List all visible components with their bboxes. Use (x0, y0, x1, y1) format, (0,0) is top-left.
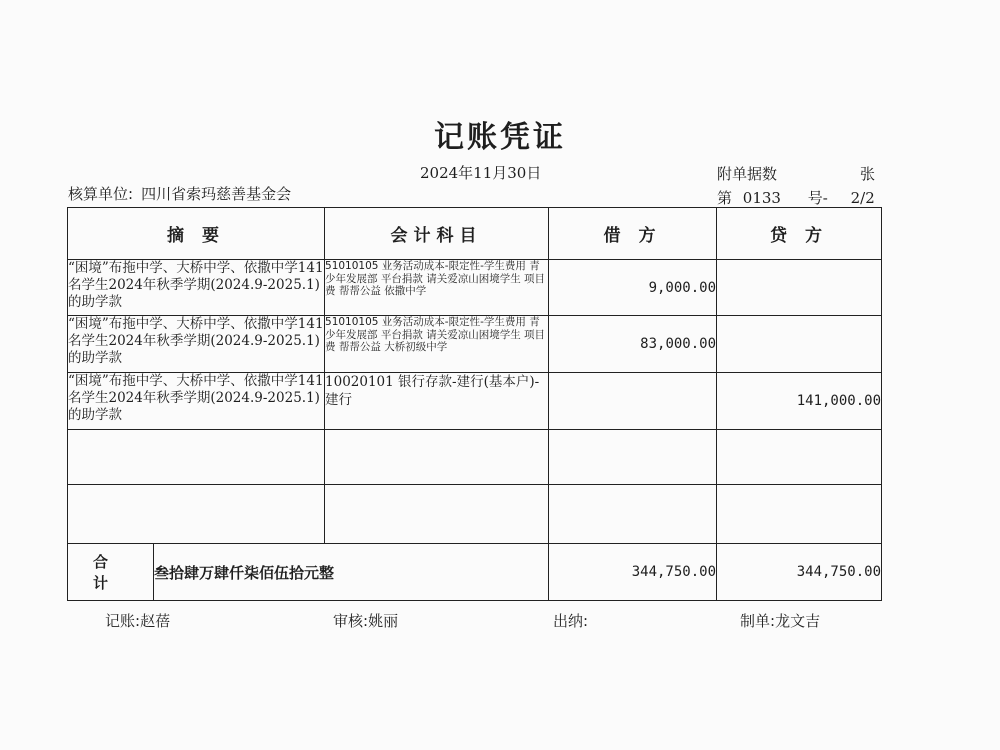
cashier-label: 出纳: (553, 612, 589, 630)
table-row (68, 316, 882, 373)
voucher-date: 2024年11月30日 (420, 164, 542, 182)
subject-header: 会计科目 (325, 208, 549, 260)
credit-header: 贷 方 (717, 208, 882, 260)
page-indicator: 2/2 (850, 189, 875, 207)
table-header-row (68, 208, 882, 260)
row-credit (717, 260, 882, 316)
row-subject: 51010105 业务活动成本-限定性-学生费用 青少年发展部 平台捐款 请关爱凉山困境学生 项目费 帮帮公益 依撒中学 (325, 260, 549, 316)
table-row (68, 260, 882, 316)
empty-cell (549, 430, 717, 485)
unit-label: 核算单位: (68, 185, 134, 203)
accounting-unit (68, 183, 299, 204)
empty-cell (549, 485, 717, 544)
row-summary: “困境”布拖中学、大桥中学、依撒中学141名学生2024年秋季学期(2024.9-2025.1)的助学款 (68, 373, 325, 430)
table-row (68, 430, 882, 485)
attachments-unit: 张 (860, 165, 876, 183)
voucher-number (717, 187, 881, 208)
empty-cell (68, 485, 325, 544)
row-debit: 83,000.00 (549, 316, 717, 373)
empty-cell (68, 430, 325, 485)
bookkeeper-name: 赵蓓 (140, 612, 171, 630)
preparer-signature (740, 610, 820, 631)
attachments-label: 附单据数 (717, 165, 778, 183)
total-in-words: 叁拾肆万肆仟柒佰伍拾元整 (154, 544, 549, 601)
debit-header: 借 方 (549, 208, 717, 260)
unit-name: 四川省索玛慈善基金会 (141, 185, 292, 203)
preparer-label: 制单: (740, 612, 776, 630)
reviewer-signature (333, 610, 398, 631)
reviewer-label: 审核: (333, 612, 369, 630)
total-label: 合 计 (68, 544, 154, 601)
total-row (68, 544, 882, 601)
empty-cell (717, 430, 882, 485)
summary-header: 摘 要 (68, 208, 325, 260)
row-summary: “困境”布拖中学、大桥中学、依撒中学141名学生2024年秋季学期(2024.9-2025.1)的助学款 (68, 260, 325, 316)
row-debit: 9,000.00 (549, 260, 717, 316)
number-prefix: 第 (717, 189, 733, 207)
table-row (68, 373, 882, 430)
voucher-title: 记账凭证 (434, 120, 566, 155)
empty-cell (325, 485, 549, 544)
bookkeeper-label: 记账: (105, 612, 141, 630)
row-subject: 10020101 银行存款-建行(基本户)-建行 (325, 373, 549, 430)
reviewer-name: 姚丽 (368, 612, 399, 630)
number-value: 0133 (742, 189, 781, 207)
row-debit (549, 373, 717, 430)
total-debit: 344,750.00 (549, 544, 717, 601)
row-credit (717, 316, 882, 373)
cashier-signature (553, 610, 588, 631)
row-credit: 141,000.00 (717, 373, 882, 430)
voucher-table (67, 207, 882, 601)
row-subject: 51010105 业务活动成本-限定性-学生费用 青少年发展部 平台捐款 请关爱凉山困境学生 项目费 帮帮公益 大桥初级中学 (325, 316, 549, 373)
preparer-name: 龙文吉 (775, 612, 821, 630)
empty-cell (325, 430, 549, 485)
empty-cell (717, 485, 882, 544)
row-summary: “困境”布拖中学、大桥中学、依撒中学141名学生2024年秋季学期(2024.9-2025.1)的助学款 (68, 316, 325, 373)
bookkeeper-signature (105, 610, 170, 631)
total-credit: 344,750.00 (717, 544, 882, 601)
number-suffix: 号- (807, 189, 828, 207)
table-row (68, 485, 882, 544)
